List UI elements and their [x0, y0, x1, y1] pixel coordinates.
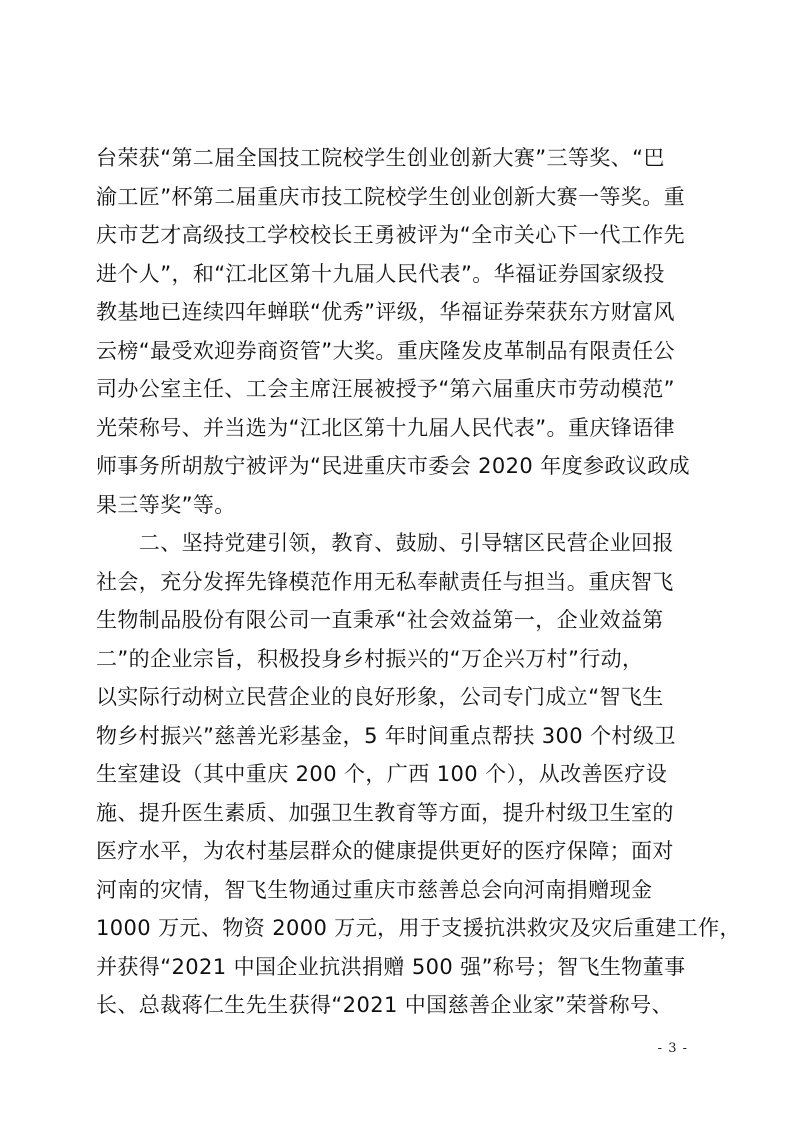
text-line: 司办公室主任、工会主席汪展被授予“第六届重庆市劳动模范”	[96, 377, 675, 401]
text-line: 进个人”，和“江北区第十九届人民代表”。华福证券国家级投	[96, 261, 665, 286]
text-line: 师事务所胡敖宁被评为“民进重庆市委会 2020 年度参政议政成	[96, 454, 691, 478]
text-line: 医疗水平，为农村基层群众的健康提供更好的医疗保障；面对	[96, 839, 674, 863]
text-line: 社会，充分发挥先锋模范作用无私奉献责任与担当。重庆智飞	[96, 569, 674, 594]
page-number: - 3 -	[657, 1041, 688, 1056]
paragraph-start-line: 二、坚持党建引领，教育、鼓励、引导辖区民营企业回报	[96, 531, 674, 555]
text-line: 果三等奖”等。	[96, 492, 236, 517]
text-line: 以实际行动树立民营企业的良好形象，公司专门成立“智飞生	[96, 685, 664, 709]
text-line: 庆市艺才高级技工学校校长王勇被评为“全市关心下一代工作先	[96, 223, 686, 247]
text-line: 教基地已连续四年蝉联“优秀”评级，华福证券荣获东方财富风	[96, 300, 675, 324]
text-line: 施、提升医生素质、加强卫生教育等方面，提升村级卫生室的	[96, 800, 674, 825]
text-line: 物乡村振兴”慈善光彩基金，5 年时间重点帮扶 300 个村级卫	[96, 723, 676, 748]
text-line: 河南的灾情，智飞生物通过重庆市慈善总会向河南捐赠现金	[96, 877, 653, 902]
text-line: 1000 万元、物资 2000 万元，用于支援抗洪救灾及灾后重建工作，	[96, 916, 741, 940]
text-line: 长、总裁蒋仁生先生获得“2021 中国慈善企业家”荣誉称号、	[96, 993, 673, 1017]
text-line: 渝工匠”杯第二届重庆市技工院校学生创业创新大赛一等奖。重	[96, 184, 686, 209]
text-line: 生室建设（其中重庆 200 个，广西 100 个），从改善医疗设	[96, 762, 668, 786]
text-line: 光荣称号、并当选为“江北区第十九届人民代表”。重庆锋语律	[96, 415, 675, 440]
text-line: 云榜“最受欢迎券商资管”大奖。重庆隆发皮革制品有限责任公	[96, 338, 675, 363]
text-line: 台荣获“第二届全国技工院校学生创业创新大赛”三等奖、“巴	[96, 146, 665, 170]
text-line: 生物制品股份有限公司一直秉承“社会效益第一，企业效益第	[96, 608, 664, 632]
document-body	[96, 139, 741, 1025]
text-line: 二”的企业宗旨，积极投身乡村振兴的“万企兴万村”行动，	[96, 646, 644, 671]
text-line: 并获得“2021 中国企业抗洪捐赠 500 强”称号；智飞生物董事	[96, 954, 686, 979]
